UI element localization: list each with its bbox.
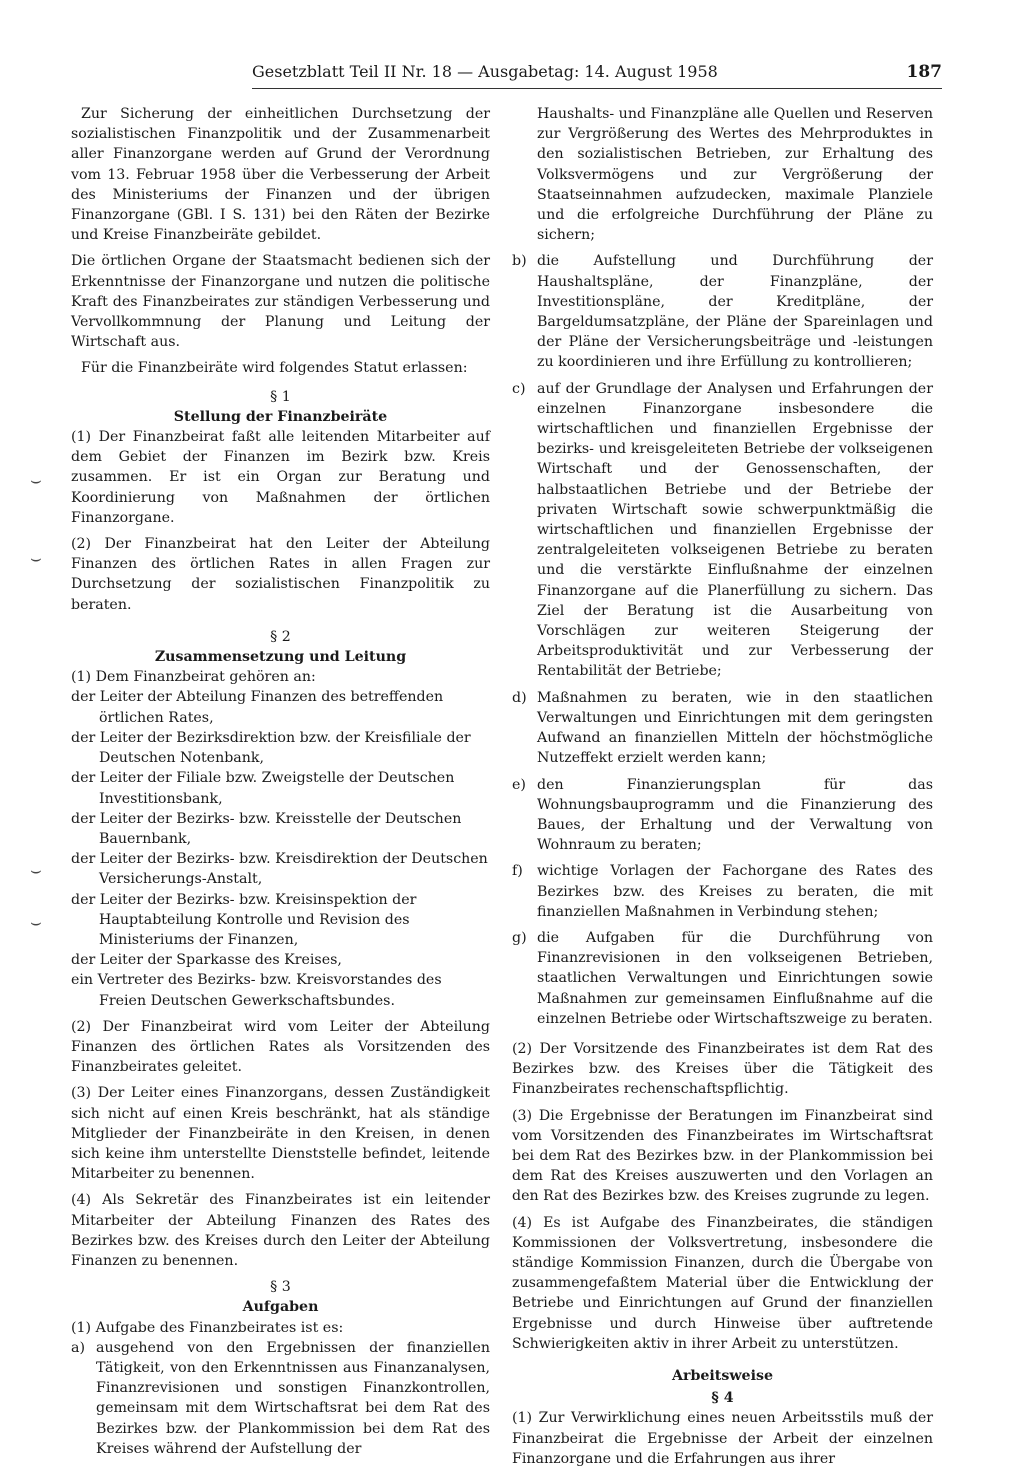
list-label: b) [512, 253, 527, 270]
member-item: der Leiter der Sparkasse des Kreises, [71, 952, 342, 969]
intro-paragraph: Die örtlichen Organe der Staatsmacht bedienen sich der Erkenntnisse der Finanzorgane und nutzen die politische Kraft des Finanzbeirates zur ständigen Verbesserung und Vervollkommnung der Planung und Leitung der Wirtschaft aus. [71, 253, 490, 351]
list-item [512, 775, 933, 856]
paragraph: (3) Der Leiter eines Finanzorgans, dessen Zuständigkeit sich nicht auf einen Kreis beschränkt, hat als ständige Mitglieder der Finanzbeiräte in den Kreisen, in denen sich keine ihm unterstellte Dienststelle befindet, leitende Mitarbeiter zu benennen. [71, 1085, 490, 1183]
list-label: f) [512, 863, 523, 880]
section-number: § 1 [270, 388, 291, 405]
margin-mark: ⌣ [30, 470, 42, 491]
list-text: auf der Grundlage der Analysen und Erfahrungen der einzelnen Finanzorgane insbesondere die wirtschaftlichen und finanziellen Ergebnisse der bezirks- und kreisgeleiteten Betriebe der volkseigenen Wirtschaft und der Genossenschaften, der halbstaatlichen Betriebe und der Betriebe der privaten Wirtschaft sowie schwerpunktmäßig die wirtschaftlichen und finanziellen Ergebnisse der zentralgeleiteten volkseigenen Betriebe zu beraten und die verstärkte Einflußnahme der einzelnen Finanzorgane auf die Planerfüllung zu sichern. Das Ziel der Beratung ist die Ausarbeitung von Vorschlägen zur weiteren Steigerung der Arbeitsproduktivität und zur Verbesserung der Rentabilität der Betriebe; [537, 380, 933, 680]
paragraph: (2) Der Vorsitzende des Finanzbeirates ist dem Rat des Bezirkes bzw. des Kreises über die Tätigkeit des Finanzbeirates rechenschaftspflichtig. [512, 1040, 933, 1098]
list-text: Maßnahmen zu beraten, wie in den staatlichen Verwaltungen und Einrichtungen mit dem geringsten Aufwand an finanziellen Mitteln der höchstmögliche Nutzeffekt erzielt werden kann; [537, 689, 933, 767]
section-title: Arbeitsweise [671, 1367, 773, 1384]
section-title: Zusammensetzung und Leitung [154, 649, 407, 666]
header-title: Gesetzblatt Teil II Nr. 18 — Ausgabetag: 14. August 1958 [252, 62, 718, 81]
margin-mark: ⌣ [30, 548, 42, 569]
list-item [512, 379, 933, 682]
list-item [512, 861, 933, 922]
paragraph: (2) Der Finanzbeirat hat den Leiter der Abteilung Finanzen des örtlichen Rates in allen Fragen zur Durchsetzung der sozialistischen Finanzpolitik zu beraten. [71, 536, 490, 613]
margin-mark: ⌣ [30, 912, 42, 933]
list-label: g) [512, 929, 527, 946]
list-item [512, 928, 933, 1029]
section-title: Stellung der Finanzbeiräte [173, 408, 388, 425]
section-number: § 2 [270, 628, 291, 645]
paragraph: (1) Der Finanzbeirat faßt alle leitenden Mitarbeiter auf dem Gebiet der Finanzen im Bezirk bzw. Kreis zusammen. Er ist ein Organ zur Beratung und Koordinierung von Maßnahmen der örtlichen Finanzorgane. [71, 429, 490, 526]
page-header [252, 62, 942, 86]
intro-paragraph: Zur Sicherung der einheitlichen Durchsetzung der sozialistischen Finanzpolitik und der Zusammenarbeit aller Finanzorgane werden auf Grund der Verordnung vom 13. Februar 1958 über die Verbesserung der Arbeit des Ministeriums der Finanzen und der übrigen Finanzorgane (GBl. I S. 131) bei den Räten der Bezirke und Kreise Finanzbeiräte gebildet. [71, 106, 490, 244]
list-label: c) [512, 380, 526, 397]
list-item-continued [512, 104, 933, 245]
section-number: § 3 [270, 1279, 291, 1296]
header-rule [252, 88, 942, 89]
paragraph: (3) Die Ergebnisse der Beratungen im Finanzbeirat sind vom Vorsitzenden des Finanzbeirates im Wirtschaftsrat bei dem Rat des Bezirkes bzw. in der Plankommission bei dem Rat des Kreises auszuwerten und den Vorlagen an den Rat des Bezirkes bzw. des Kreises zugrunde zu legen. [512, 1107, 933, 1205]
right-column [512, 104, 933, 1475]
list-text: Haushalts- und Finanzpläne alle Quellen und Reserven zur Vergrößerung des Wertes des Mehrproduktes in den sozialistischen Betrieben, zur Erhaltung des Volksvermögens und zur Vergrößerung der Staatseinnahmen aufzudecken, maximale Planziele und die erfolgreiche Durchführung der Pläne zu sichern; [537, 106, 933, 244]
margin-mark: ⌣ [30, 860, 42, 881]
list-text: wichtige Vorlagen der Fachorgane des Rates des Bezirkes bzw. des Kreises zu beraten, die mit finanziellen Maßnahmen in Verbindung stehen; [537, 863, 933, 920]
list-text: den Finanzierungsplan für das Wohnungsbauprogramm und die Finanzierung des Baues, der Erhaltung und der Verwaltung von Wohnraum zu beraten; [537, 776, 933, 854]
list-text: die Aufgaben für die Durchführung von Finanzrevisionen in den volkseigenen Betrieben, staatlichen Verwaltungen und Einrichtungen sowie Maßnahmen zur gemeinsamen Einflußnahme auf die einzelnen Betriebe oder Wirtschaftszweige zu beraten. [537, 929, 933, 1027]
list-item [71, 1338, 490, 1459]
member-item: der Leiter der Bezirks- bzw. Kreisdirektion der Deutschen Versicherungs-Anstalt, [71, 851, 488, 888]
paragraph: (1) Dem Finanzbeirat gehören an: [71, 669, 316, 686]
paragraph: (4) Es ist Aufgabe des Finanzbeirates, die ständigen Kommissionen der Volksvertretung, insbesondere die ständige Kommission Finanzen, durch die Übergabe von zusammengefaßtem Material über die Entwicklung der Betriebe und Einrichtungen auf Grund der finanziellen Ergebnisse und durch Hinweise über auftretende Schwierigkeiten aktiv in ihrer Arbeit zu unterstützen. [512, 1214, 933, 1352]
list-label: d) [512, 689, 527, 706]
paragraph: (1) Zur Verwirklichung eines neuen Arbeitsstils muß der Finanzbeirat die Ergebnisse der Arbeit der einzelnen Finanzorgane und die Erfahrungen aus ihrer [512, 1410, 933, 1467]
member-item: der Leiter der Bezirks- bzw. Kreisstelle der Deutschen Bauernbank, [71, 810, 462, 847]
list-item [512, 688, 933, 769]
left-column [71, 104, 490, 1465]
member-item: der Leiter der Abteilung Finanzen des betreffenden örtlichen Rates, [71, 689, 444, 726]
list-text: ausgehend von den Ergebnissen der finanziellen Tätigkeit, von den Erkenntnissen aus Finanzanalysen, Finanzrevisionen und sonstigen Finanzkontrollen, gemeinsam mit dem Wirtschaftsrat bei dem Rat des Bezirkes bzw. der Plankommission bei dem Rat des Kreises während der Aufstellung der [96, 1339, 490, 1457]
page-number: 187 [906, 62, 942, 82]
section-number: § 4 [711, 1390, 734, 1407]
paragraph: (2) Der Finanzbeirat wird vom Leiter der Abteilung Finanzen des örtlichen Rates als Vorsitzenden des Finanzbeirates geleitet. [71, 1018, 490, 1076]
list-label: e) [512, 776, 526, 793]
list-text: die Aufstellung und Durchführung der Haushaltspläne, der Finanzpläne, der Investitionspläne, der Kreditpläne, der Bargeldumsatzpläne, der Pläne der Spareinlagen und der Pläne der Versicherungsbeiträge und -leistungen zu koordinieren und ihre Erfüllung zu kontrollieren; [537, 253, 933, 371]
paragraph: (4) Als Sekretär des Finanzbeirates ist ein leitender Mitarbeiter der Abteilung Finanzen des Rates des Bezirkes bzw. des Kreises durch den Leiter der Abteilung Finanzen zu benennen. [71, 1192, 490, 1269]
member-item: der Leiter der Filiale bzw. Zweigstelle der Deutschen Investitionsbank, [71, 770, 455, 807]
paragraph: (1) Aufgabe des Finanzbeirates ist es: [71, 1319, 344, 1336]
list-item [512, 251, 933, 372]
member-item: ein Vertreter des Bezirks- bzw. Kreisvorstandes des Freien Deutschen Gewerkschaftsbundes. [71, 972, 442, 1009]
section-title: Aufgaben [242, 1299, 319, 1316]
member-item: der Leiter der Bezirks- bzw. Kreisinspektion der Hauptabteilung Kontrolle und Revision des Ministeriums der Finanzen, [71, 891, 417, 948]
list-label: a) [71, 1339, 85, 1356]
member-item: der Leiter der Bezirksdirektion bzw. der Kreisfiliale der Deutschen Notenbank, [71, 729, 471, 767]
intro-paragraph: Für die Finanzbeiräte wird folgendes Statut erlassen: [81, 360, 468, 377]
